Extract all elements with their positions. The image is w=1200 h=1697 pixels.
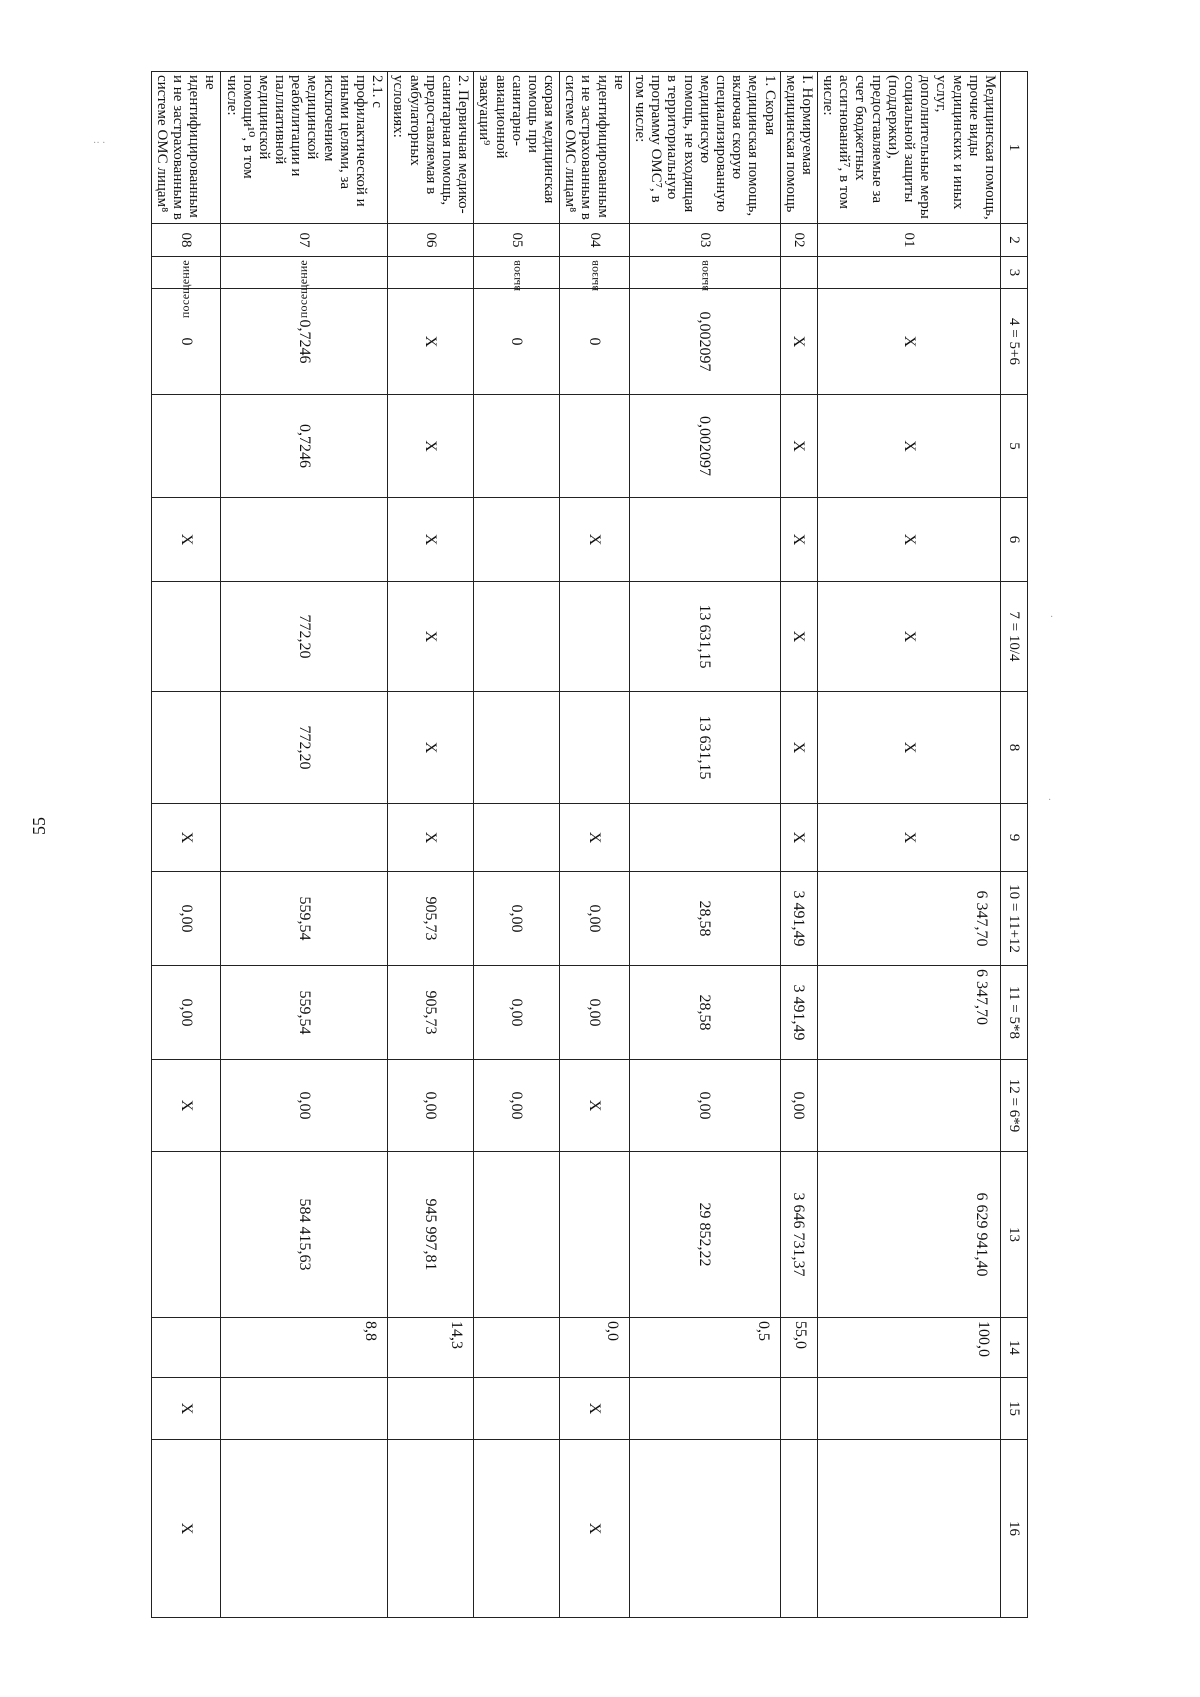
value-cell	[474, 582, 560, 692]
row-label-cell: I. Нормируемая медицинская помощь	[780, 72, 817, 224]
value-cell: X	[780, 804, 817, 872]
value-cell: 0,00	[474, 1060, 560, 1152]
row-label-cell: не идентифицированным и не застрахованным в системе ОМС лицам⁸	[151, 72, 221, 224]
scan-speck: ·· ·	[93, 138, 106, 149]
value-cell: X	[817, 395, 1000, 498]
row-code-cell: 07	[221, 224, 388, 257]
column-header: 9	[1001, 804, 1028, 872]
table-row	[560, 72, 630, 1618]
value-cell: 6 629 941,40	[817, 1152, 1000, 1318]
unit-cell	[817, 257, 1000, 289]
table-row	[221, 72, 388, 1618]
row-code-cell: 02	[780, 224, 817, 257]
row-label-cell: 1. Скорая медицинская помощь, включая скорую специализированную медицинскую помощь, не входящая в территориальную программу ОМС⁷, в том числе:	[629, 72, 780, 224]
unit-label: вызов	[696, 260, 711, 292]
value-cell	[629, 498, 780, 582]
value-cell: X	[151, 1440, 221, 1618]
unit-cell	[629, 257, 780, 292]
value-cell: X	[388, 804, 474, 872]
value-cell: X	[817, 804, 1000, 872]
value-cell: 14,3	[388, 1318, 474, 1378]
value-cell: 0,00	[560, 872, 630, 966]
value-cell	[221, 1440, 388, 1618]
value-cell	[560, 582, 630, 692]
value-cell: 28,58	[629, 872, 780, 966]
table-row	[780, 72, 817, 1618]
column-header: 15	[1001, 1378, 1028, 1440]
value-cell: X	[780, 582, 817, 692]
value-cell: 8,8	[221, 1318, 388, 1378]
value-cell	[221, 498, 388, 582]
value-cell: 905,73	[388, 966, 474, 1060]
column-header: 4 = 5+6	[1001, 289, 1028, 395]
value-cell	[780, 1440, 817, 1618]
table-row	[474, 72, 560, 1618]
value-cell	[474, 804, 560, 872]
value-cell	[817, 1440, 1000, 1618]
value-cell: 0,00	[560, 966, 630, 1060]
value-cell: 13 631,15	[629, 582, 780, 692]
scan-speck: ·	[1050, 612, 1054, 623]
column-header: 13	[1001, 1152, 1028, 1318]
value-cell	[629, 1378, 780, 1440]
unit-cell	[560, 257, 630, 292]
value-cell: 0,7246	[221, 395, 388, 498]
value-cell: 0	[474, 289, 560, 395]
value-cell: 0	[151, 289, 221, 395]
value-cell	[221, 1378, 388, 1440]
row-label-cell: 2.1. с профилактической и иными целями, за исключением медицинской реабилитации и паллиативной медицинской помощи¹⁰, в том числе:	[221, 72, 388, 224]
value-cell	[151, 395, 221, 498]
value-cell: X	[151, 498, 221, 582]
rotated-table-wrapper	[153, 71, 1028, 1617]
value-cell: X	[388, 692, 474, 804]
row-code-cell: 01	[817, 224, 1000, 257]
value-cell: 0,00	[474, 966, 560, 1060]
value-cell: 0	[560, 289, 630, 395]
value-cell: 0,002097	[629, 289, 780, 395]
value-cell: 55,0	[780, 1318, 817, 1378]
row-label-cell: скорая медицинская помощь при санитарно-авиационной эвакуации⁹	[474, 72, 560, 224]
column-header: 16	[1001, 1440, 1028, 1618]
value-cell: X	[388, 395, 474, 498]
value-cell: X	[388, 289, 474, 395]
scan-speck: ·	[1048, 795, 1052, 806]
value-cell	[151, 1318, 221, 1378]
value-cell: X	[780, 395, 817, 498]
value-cell: 0,00	[780, 1060, 817, 1152]
column-header: 6	[1001, 498, 1028, 582]
column-header: 8	[1001, 692, 1028, 804]
value-cell: 772,20	[221, 582, 388, 692]
value-cell	[474, 692, 560, 804]
column-header: 5	[1001, 395, 1028, 498]
value-cell: 0,0	[560, 1318, 630, 1378]
value-cell: 0,5	[629, 1318, 780, 1378]
value-cell	[560, 692, 630, 804]
unit-cell	[151, 257, 221, 319]
unit-label: посещение	[296, 260, 311, 319]
value-cell: 28,58	[629, 966, 780, 1060]
row-label-cell: не идентифицированным и не застрахованным в системе ОМС лицам⁸	[560, 72, 630, 224]
value-cell	[560, 1152, 630, 1318]
value-cell: 559,54	[221, 872, 388, 966]
value-cell: 584 415,63	[221, 1152, 388, 1318]
value-cell: X	[151, 1060, 221, 1152]
column-header: 7 = 10/4	[1001, 582, 1028, 692]
row-code-cell: 04	[560, 224, 630, 257]
value-cell: X	[817, 289, 1000, 395]
value-cell: X	[560, 1378, 630, 1440]
value-cell: X	[817, 582, 1000, 692]
value-cell: X	[817, 692, 1000, 804]
row-code-cell: 03	[629, 224, 780, 257]
value-cell	[474, 1318, 560, 1378]
value-cell: 0,00	[388, 1060, 474, 1152]
value-cell: X	[388, 498, 474, 582]
value-cell: X	[817, 498, 1000, 582]
value-cell: 6 347,70	[817, 966, 1000, 1060]
column-header: 11 = 5*8	[1001, 966, 1028, 1060]
value-cell: 559,54	[221, 966, 388, 1060]
row-code-cell: 05	[474, 224, 560, 257]
unit-cell	[780, 257, 817, 289]
column-header: 1	[1001, 72, 1028, 224]
value-cell: X	[780, 289, 817, 395]
value-cell: 3 491,49	[780, 966, 817, 1060]
value-cell: X	[151, 804, 221, 872]
column-header: 12 = 6*9	[1001, 1060, 1028, 1152]
value-cell: 3 491,49	[780, 872, 817, 966]
value-cell: 905,73	[388, 872, 474, 966]
value-cell	[388, 1440, 474, 1618]
page-number: 55	[29, 817, 49, 835]
table-row	[817, 72, 1000, 1618]
value-cell	[151, 582, 221, 692]
table-row	[151, 72, 221, 1618]
value-cell: X	[151, 1378, 221, 1440]
value-cell: 772,20	[221, 692, 388, 804]
value-cell: 0,7246	[221, 289, 388, 395]
row-label-cell: 2. Первичная медико-санитарная помощь, предоставляемая в амбулаторных условиях:	[388, 72, 474, 224]
value-cell: 0,00	[151, 872, 221, 966]
unit-cell	[474, 257, 560, 292]
column-header: 14	[1001, 1318, 1028, 1378]
financing-table	[151, 71, 1028, 1618]
value-cell: X	[560, 804, 630, 872]
value-cell: 0,00	[474, 872, 560, 966]
value-cell: 0,00	[221, 1060, 388, 1152]
row-code-cell: 06	[388, 224, 474, 257]
value-cell: 13 631,15	[629, 692, 780, 804]
value-cell	[817, 1060, 1000, 1152]
unit-label: вызов	[508, 260, 523, 292]
value-cell: X	[560, 498, 630, 582]
value-cell: X	[780, 498, 817, 582]
value-cell	[474, 395, 560, 498]
value-cell: 0,00	[151, 966, 221, 1060]
value-cell: X	[560, 1440, 630, 1618]
value-cell: 0,002097	[629, 395, 780, 498]
value-cell	[474, 1440, 560, 1618]
unit-label: вызов	[586, 260, 601, 292]
value-cell: X	[560, 1060, 630, 1152]
unit-cell	[388, 257, 474, 289]
value-cell	[474, 1378, 560, 1440]
value-cell: 6 347,70	[817, 872, 1000, 966]
value-cell	[221, 804, 388, 872]
table-row	[388, 72, 474, 1618]
value-cell: 0,00	[629, 1060, 780, 1152]
value-cell	[780, 1378, 817, 1440]
value-cell	[560, 395, 630, 498]
value-cell	[817, 1378, 1000, 1440]
value-cell	[151, 1152, 221, 1318]
value-cell: 945 997,81	[388, 1152, 474, 1318]
value-cell	[474, 498, 560, 582]
value-cell	[474, 1152, 560, 1318]
value-cell: X	[780, 692, 817, 804]
value-cell: 100,0	[817, 1318, 1000, 1378]
value-cell	[151, 692, 221, 804]
value-cell: 29 852,22	[629, 1152, 780, 1318]
unit-label: посещение	[178, 260, 193, 319]
value-cell: 3 646 731,37	[780, 1152, 817, 1318]
unit-cell	[221, 257, 388, 319]
value-cell	[629, 804, 780, 872]
column-header: 3	[1001, 257, 1028, 289]
row-code-cell: 08	[151, 224, 221, 257]
column-number-row	[1001, 72, 1028, 1618]
value-cell	[629, 1440, 780, 1618]
table-row	[629, 72, 780, 1618]
value-cell	[388, 1378, 474, 1440]
row-label-cell: Медицинская помощь, прочие виды медицинских и иных услуг, дополнительные меры социальной защиты (поддержки), предоставляемые за счет бюджетных ассигнований⁷, в том числе:	[817, 72, 1000, 224]
column-header: 2	[1001, 224, 1028, 257]
value-cell: X	[388, 582, 474, 692]
column-header: 10 = 11+12	[1001, 872, 1028, 966]
